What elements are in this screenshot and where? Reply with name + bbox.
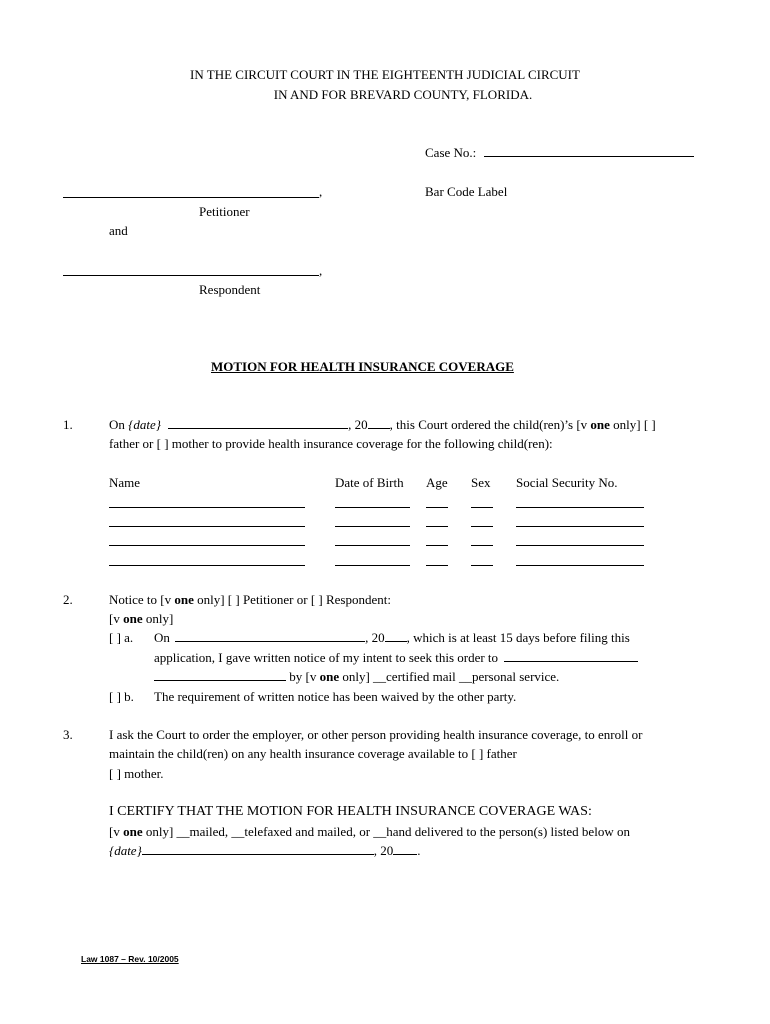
item2-line2-one: one: [123, 611, 143, 626]
child3-sex-field[interactable]: [471, 545, 493, 546]
child1-ssn-field[interactable]: [516, 507, 644, 508]
item2-only-close: only]: [145, 611, 174, 626]
item2-line2: [v one only]: [109, 611, 174, 626]
certify-open-bracket: [: [109, 824, 114, 839]
certify-one: one: [123, 824, 143, 839]
item2-a-check-v: v: [309, 669, 317, 684]
item1-one: one: [590, 417, 610, 432]
item2-line2-check-v: v: [113, 611, 120, 626]
bar-code-label: Bar Code Label: [425, 184, 508, 199]
child4-name-field[interactable]: [109, 565, 305, 566]
item2-a-text: , which is at least 15 days before filing this: [406, 630, 630, 645]
item3-line1: I ask the Court to order the employer, or other person providing health insurance coverage, to enroll or: [109, 727, 643, 742]
certify-line2-rest: only] __mailed, __telefaxed and mailed, or __hand delivered to the person(s) listed below on: [145, 824, 630, 839]
child3-dob-field[interactable]: [335, 545, 410, 546]
child1-age-field[interactable]: [426, 507, 448, 508]
certify-period: .: [417, 843, 421, 858]
certify-line3: [109, 842, 421, 859]
child4-dob-field[interactable]: [335, 565, 410, 566]
item1-on: On: [109, 417, 125, 432]
certify-date-field[interactable]: [142, 842, 374, 855]
item1-check-v: v: [580, 417, 588, 432]
item1-text-a: , this Court ordered the child(ren)’s [: [389, 417, 581, 432]
item1-year-prefix: , 20: [348, 417, 368, 432]
item1-year-field[interactable]: [368, 416, 390, 429]
item2-a-one: one: [319, 669, 340, 684]
item2-line1: [109, 591, 391, 608]
column-name: Name: [109, 475, 141, 490]
petitioner-label: Petitioner: [199, 204, 250, 219]
item2-a-line2: [154, 649, 638, 666]
and-label: and: [109, 223, 128, 238]
column-date-of-birth: Date of Birth: [335, 475, 404, 490]
certify-check-v: v: [113, 824, 120, 839]
column-sex: Sex: [471, 475, 491, 490]
child3-name-field[interactable]: [109, 545, 305, 546]
item1-line2: father or [ ] mother to provide health insurance coverage for the following child(ren):: [109, 436, 553, 451]
court-header-line2: IN AND FOR BREVARD COUNTY, FLORIDA.: [273, 87, 533, 102]
item2-a-recipient-field-2[interactable]: [154, 668, 286, 681]
item2-notice-pre: Notice to [: [109, 592, 165, 607]
child3-age-field[interactable]: [426, 545, 448, 546]
certify-line2: [109, 823, 630, 840]
child1-sex-field[interactable]: [471, 507, 493, 508]
respondent-label: Respondent: [199, 282, 261, 297]
child4-age-field[interactable]: [426, 565, 448, 566]
child2-age-field[interactable]: [426, 526, 448, 527]
child2-name-field[interactable]: [109, 526, 305, 527]
item2-one: one: [174, 592, 194, 607]
item2-a-on: On: [154, 630, 170, 645]
item2-a-line2-text: application, I gave written notice of my intent to seek this order to: [154, 650, 499, 665]
item2-b-text: The requirement of written notice has been waived by the other party.: [154, 689, 517, 704]
item2-a-date-field[interactable]: [175, 629, 365, 642]
item2-notice-post: only] [ ] Petitioner or [ ] Respondent:: [197, 592, 391, 607]
certify-heading: I CERTIFY THAT THE MOTION FOR HEALTH INSURANCE COVERAGE WAS:: [109, 804, 592, 819]
respondent-comma: ,: [319, 263, 323, 278]
item2-a-by: by [: [286, 669, 310, 684]
respondent-name-line[interactable]: [63, 275, 319, 276]
item3-number: 3.: [63, 727, 73, 742]
child4-sex-field[interactable]: [471, 565, 493, 566]
case-number-row: [425, 144, 694, 161]
item1-date-field[interactable]: [168, 416, 348, 429]
item2-a-year-field[interactable]: [385, 629, 407, 642]
child1-dob-field[interactable]: [335, 507, 410, 508]
item1-text-b: only] [ ]: [613, 417, 656, 432]
item2-a-recipient-field[interactable]: [504, 649, 638, 662]
item1-number: 1.: [63, 417, 73, 432]
item2-a-only: only] __certified mail __personal service.: [342, 669, 560, 684]
court-header-line1: IN THE CIRCUIT COURT IN THE EIGHTEENTH JUDICIAL CIRCUIT: [190, 67, 580, 82]
item2-check-v: v: [164, 592, 172, 607]
petitioner-comma: ,: [319, 184, 323, 199]
item2-a-line3: [154, 668, 559, 685]
item3-line3: [ ] mother.: [109, 766, 164, 781]
column-age: Age: [426, 475, 448, 490]
case-number-field[interactable]: [484, 144, 694, 157]
column-ssn: Social Security No.: [516, 475, 618, 490]
item2-a-line1: [154, 629, 630, 646]
item1-line1: [109, 416, 656, 433]
document-title: MOTION FOR HEALTH INSURANCE COVERAGE: [211, 359, 514, 374]
certify-year-field[interactable]: [393, 842, 417, 855]
child2-sex-field[interactable]: [471, 526, 493, 527]
case-number-label: Case No.:: [425, 145, 477, 160]
certify-date-placeholder: {date}: [109, 843, 142, 858]
item2-a-label[interactable]: [ ] a.: [109, 630, 134, 645]
child2-dob-field[interactable]: [335, 526, 410, 527]
item2-b-label[interactable]: [ ] b.: [109, 689, 134, 704]
child2-ssn-field[interactable]: [516, 526, 644, 527]
item2-number: 2.: [63, 592, 73, 607]
form-footer-code: Law 1087 – Rev. 10/2005: [81, 954, 179, 964]
item2-a-year: , 20: [365, 630, 385, 645]
child3-ssn-field[interactable]: [516, 545, 644, 546]
item3-line2: maintain the child(ren) on any health insurance coverage available to [ ] father: [109, 746, 517, 761]
certify-year-prefix: , 20: [373, 843, 394, 858]
petitioner-name-line[interactable]: [63, 197, 319, 198]
child1-name-field[interactable]: [109, 507, 305, 508]
item1-date-placeholder: {date}: [128, 417, 161, 432]
child4-ssn-field[interactable]: [516, 565, 644, 566]
